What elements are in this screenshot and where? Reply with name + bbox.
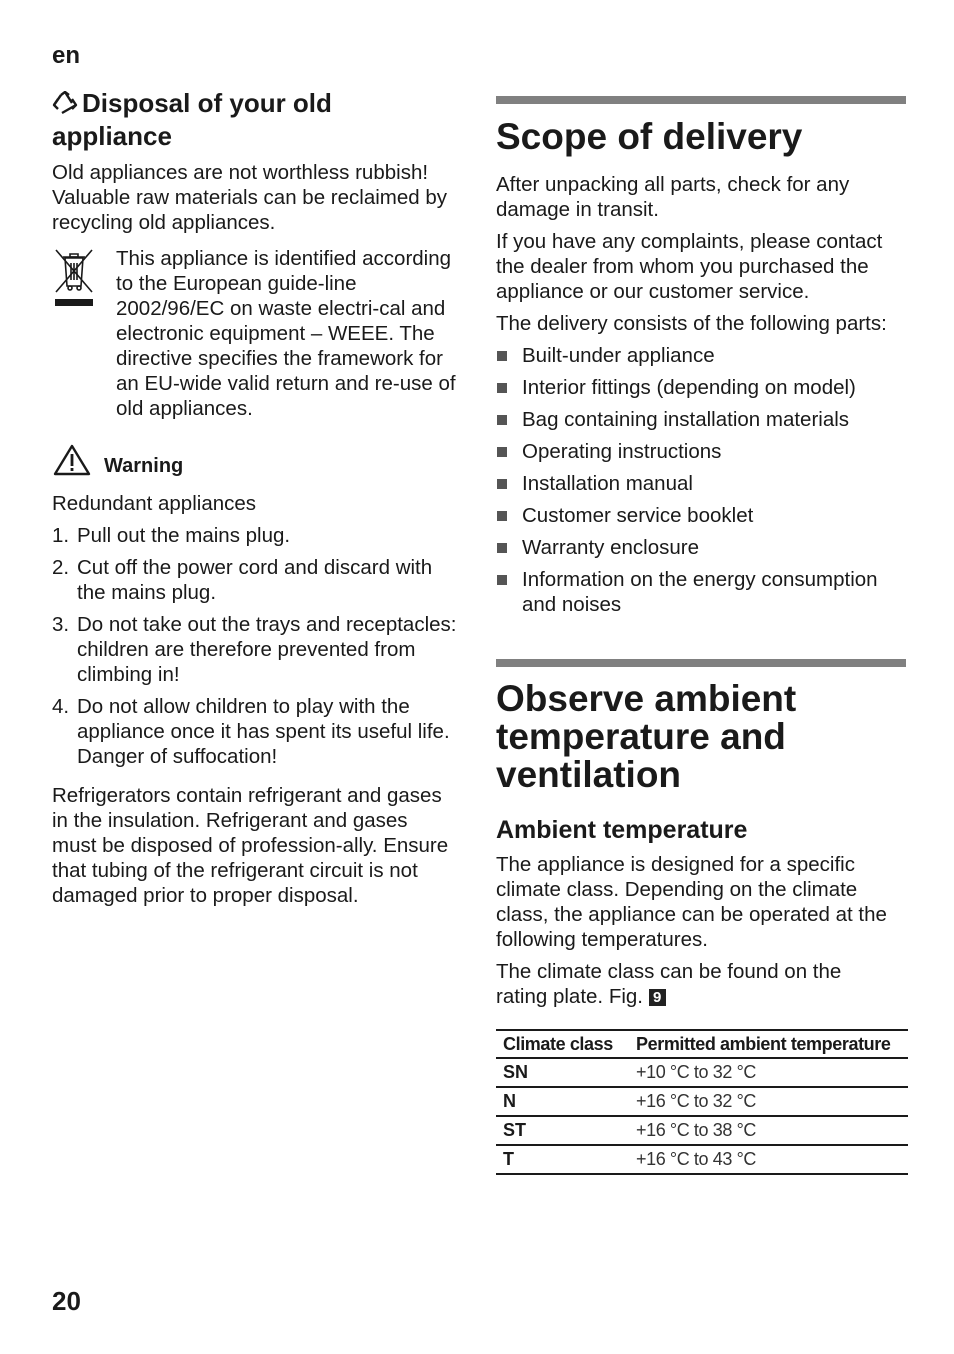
table-row xyxy=(496,1116,908,1145)
step-text: Pull out the mains plug. xyxy=(77,524,291,547)
climate-class-cell: N xyxy=(503,1091,516,1111)
bullet-square-icon xyxy=(497,575,507,585)
bullet-square-icon xyxy=(497,351,507,361)
disposal-steps xyxy=(52,523,457,769)
climate-class-cell: SN xyxy=(503,1062,529,1082)
bullet-square-icon xyxy=(497,415,507,425)
left-column xyxy=(52,88,457,908)
list-item-text: Warranty enclosure xyxy=(522,536,699,559)
crossed-bin-icon xyxy=(52,246,96,308)
warning-triangle-icon xyxy=(52,443,92,477)
temperature-cell: +16 °C to 43 °C xyxy=(636,1149,756,1169)
step-number: 2. xyxy=(52,556,70,579)
step-number: 3. xyxy=(52,613,70,636)
table-header-row xyxy=(496,1030,908,1058)
bullet-square-icon xyxy=(497,383,507,393)
list-item xyxy=(496,439,906,464)
step-item xyxy=(52,612,457,687)
refrigerant-text: Refrigerators contain refrigerant and gases in the insulation. Refrigerant and gases must be disposed of profession-ally. Ensure that tubing of the refrigerant circuit is not damaged prior to proper disposal. xyxy=(52,784,449,907)
scope-para-1: After unpacking all parts, check for any damage in transit. xyxy=(496,173,850,221)
weee-block xyxy=(52,246,457,421)
step-text: Do not take out the trays and receptacles: children are therefore prevented from climbing in! xyxy=(77,613,457,686)
step-number: 4. xyxy=(52,695,70,718)
bullet-square-icon xyxy=(497,511,507,521)
climate-class-cell: T xyxy=(503,1149,514,1169)
temperature-cell: +16 °C to 32 °C xyxy=(636,1091,756,1111)
list-item-text: Bag containing installation materials xyxy=(522,408,850,431)
list-item-text: Built-under appliance xyxy=(522,344,715,367)
list-item-text: Installation manual xyxy=(522,472,693,495)
page-number: 20 xyxy=(52,1286,81,1316)
climate-class-table xyxy=(496,1029,908,1175)
recycle-icon xyxy=(52,91,82,121)
list-item xyxy=(496,567,906,617)
column-header: Climate class xyxy=(503,1033,613,1054)
right-column xyxy=(496,96,906,1175)
step-number: 1. xyxy=(52,524,70,547)
disposal-heading-text: Disposal of your old appliance xyxy=(52,88,332,151)
list-item xyxy=(496,503,906,528)
bullet-square-icon xyxy=(497,447,507,457)
weee-text: This appliance is identified according to the European guide-line 2002/96/EC on waste electri-cal and electronic equipment – WEEE. The directive specifies the framework for an EU-wide valid return and re-use of old appliances. xyxy=(116,247,456,420)
ambient-para-1: The appliance is designed for a specific climate class. Depending on the climate class, the appliance can be operated at the following temperatures. xyxy=(496,853,887,951)
step-text: Cut off the power cord and discard with the mains plug. xyxy=(77,556,433,604)
ambient-subheading: Ambient temperature xyxy=(496,816,748,844)
ambient-heading: Observe ambient temperature and ventilation xyxy=(496,678,797,795)
language-label: en xyxy=(52,42,81,69)
list-item-text: Customer service booklet xyxy=(522,504,754,527)
list-item-text: Information on the energy consumption and noises xyxy=(522,568,878,616)
section-rule xyxy=(496,659,906,667)
ambient-para-2-text: The climate class can be found on the rating plate. Fig. xyxy=(496,960,842,1008)
ambient-para-2 xyxy=(496,959,856,1009)
list-item xyxy=(496,471,906,496)
disposal-heading xyxy=(52,88,457,151)
bullet-square-icon xyxy=(497,543,507,553)
list-item xyxy=(496,343,906,368)
table-row xyxy=(496,1058,908,1087)
step-item xyxy=(52,694,457,769)
warning-label: Warning xyxy=(104,455,184,477)
table-row xyxy=(496,1145,908,1174)
scope-heading: Scope of delivery xyxy=(496,116,803,157)
figure-ref-badge: 9 xyxy=(649,989,666,1006)
step-item xyxy=(52,523,457,548)
climate-class-cell: ST xyxy=(503,1120,527,1140)
list-item xyxy=(496,535,906,560)
scope-para-3: The delivery consists of the following parts: xyxy=(496,312,887,335)
temperature-cell: +16 °C to 38 °C xyxy=(636,1120,756,1140)
list-item-text: Operating instructions xyxy=(522,440,722,463)
step-item xyxy=(52,555,457,605)
list-item xyxy=(496,407,906,432)
column-header: Permitted ambient temperature xyxy=(636,1033,891,1054)
redundant-label: Redundant appliances xyxy=(52,492,257,515)
list-item-text: Interior fittings (depending on model) xyxy=(522,376,856,399)
disposal-intro: Old appliances are not worthless rubbish! Valuable raw materials can be reclaimed by recycling old appliances. xyxy=(52,161,448,234)
list-item xyxy=(496,375,906,400)
temperature-cell: +10 °C to 32 °C xyxy=(636,1062,756,1082)
scope-para-2: If you have any complaints, please contact the dealer from whom you purchased the appliance or our customer service. xyxy=(496,230,883,303)
delivery-list xyxy=(496,343,906,617)
step-text: Do not allow children to play with the appliance once it has spent its useful life. Danger of suffocation! xyxy=(77,695,450,768)
section-rule xyxy=(496,96,906,104)
warning-row xyxy=(52,441,457,477)
table-row xyxy=(496,1087,908,1116)
bullet-square-icon xyxy=(497,479,507,489)
